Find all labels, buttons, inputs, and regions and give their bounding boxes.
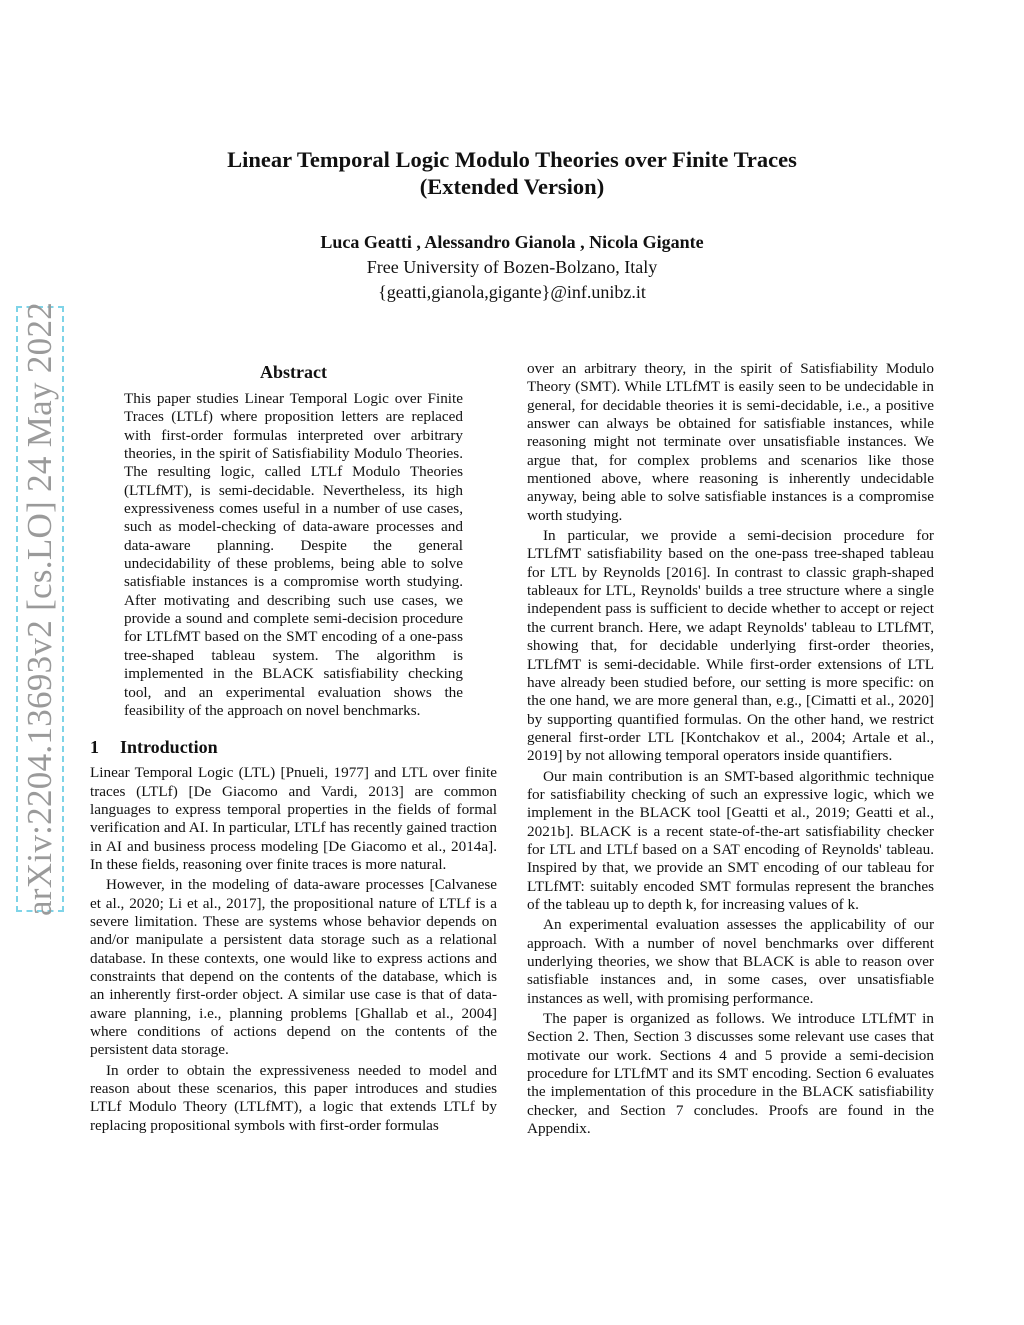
arxiv-sidebar (16, 301, 64, 917)
section-heading (90, 736, 497, 758)
author-names: Luca Geatti , Alessandro Gianola , Nicola Gigante (320, 232, 704, 252)
abstract-heading: Abstract (260, 362, 327, 382)
intro-paragraph-4: over an arbitrary theory, in the spirit of Satisfiability Modulo Theory (SMT). While LTLfMT is easily seen to be undecidable in general, for decidable theories it is semi-decidable, i.e., a positive answer can always be obtained for satisfiable instances, while reasoning might not terminate over unsatisfiable instances. We argue that, for complex problems and scenarios like those mentioned above, where reasoning is inherently undecidable anyway, being able to solve satisfiable instances is a compromise worth studying. (527, 360, 934, 524)
abstract-text: This paper studies Linear Temporal Logic over Finite Traces (LTLf) where proposition letters are replaced with first-order formulas interpreted over arbitrary theories, in the spirit of Satisfiability Modulo Theories. The resulting logic, called LTLf Modulo Theories (LTLfMT), is semi-decidable. Nevertheless, its high expressiveness comes useful in a number of use cases, such as model-checking of data-aware processes and data-aware planning. Despite the general undecidability of these problems, being able to solve satisfiable instances is a compromise worth studying. After motivating and describing such use cases, we provide a sound and complete semi-decision procedure for LTLfMT based on the SMT encoding of a one-pass tree-shaped tableau system. The algorithm is implemented in the BLACK satisfiability checking tool, and an experimental evaluation shows the feasibility of the approach on novel benchmarks. (124, 390, 463, 719)
section-number: 1 (90, 737, 99, 758)
title-line-2: (Extended Version) (419, 174, 605, 199)
left-column (90, 360, 497, 1135)
author-block (112, 230, 912, 305)
intro-paragraph-3: In order to obtain the expressiveness needed to model and reason about these scenarios, this paper introduces and studies LTLf Modulo Theory (LTLfMT), a logic that extends LTLf by replacing propositional symbols with first-order formulas (90, 1061, 497, 1134)
right-column (527, 360, 934, 1138)
intro-paragraph-8: The paper is organized as follows. We introduce LTLfMT in Section 2. Then, Section 3 discusses some relevant use cases that motivate our work. Sections 4 and 5 provide a semi-decision procedure for LTLfMT and its SMT encoding. Section 6 evaluates the implementation of this procedure in the BLACK satisfiability checker, and Section 7 concludes. Proofs are found in the Appendix. (527, 1010, 934, 1138)
author-email: {geatti,gianola,gigante}@inf.unibz.it (378, 282, 646, 302)
intro-paragraph-6: Our main contribution is an SMT-based algorithmic technique for satisfiability checking of such an expressive logic, which we implement in the BLACK tool [Geatti et al., 2019; Geatti et al., 2021b]. BLACK is a recent state-of-the-art satisfiability checker for LTL and LTLf based on a SAT encoding of Reynolds' tableau. Inspired by that, we provide an SMT encoding of our tableau for LTLfMT: suitably encoded SMT formulas represent the branches of the tableau up to depth k, for increasing values of k. (527, 767, 934, 913)
intro-paragraph-5: In particular, we provide a semi-decision procedure for LTLfMT satisfiability based on the one-pass tree-shaped tableau for LTL by Reynolds [2016]. In contrast to classic graph-shaped tableaux for LTL, Reynolds' builds a tree structure where a single independent pass is sufficient to decide whether to accept or reject the current branch. Here, we adapt Reynolds' tableau to LTLfMT, showing that, for decidable underlying first-order theories, LTLfMT is semi-decidable. While first-order extensions of LTL have already been studied before, our setting is more specific: on the one hand, we are more general than, e.g., [Cimatti et al., 2020] by supporting quantified formulas. On the other hand, we restrict general first-order LTL [Kontchakov et al., 2004; Artale et al., 2019] by not allowing temporal operators inside quantifiers. (527, 527, 934, 765)
intro-paragraph-7: An experimental evaluation assesses the applicability of our approach. With a number of novel benchmarks over different underlying theories, we show that BLACK is able to reason over satisfiable instances and, in some cases, over unsatisfiable instances as well, with promising performance. (527, 916, 934, 1007)
intro-paragraph-1: Linear Temporal Logic (LTL) [Pnueli, 1977] and LTL over finite traces (LTLf) [De Giacomo and Vardi, 2013] are common languages to express temporal properties in the fields of formal verification and AI. In particular, LTLf has recently gained traction in AI and business process modeling [De Giacomo et al., 2014a]. In these fields, reasoning over finite traces is more natural. (90, 764, 497, 873)
arxiv-identifier: arXiv:2204.13693v2 [cs.LO] 24 May 2022 (20, 301, 59, 917)
intro-paragraph-2: However, in the modeling of data-aware processes [Calvanese et al., 2020; Li et al., 2017], the propositional nature of LTLf is a severe limitation. These are systems whose behavior depends on and/or manipulate a persistent data storage such as a relational database. In these contexts, one would like to express actions and constraints that depend on the contents of the database, which is an inherently first-order object. A similar use case is that of data-aware planning, i.e., planning problems [Ghallab et al., 2004] where conditions of actions depend on the contents of the persistent data storage. (90, 876, 497, 1059)
abstract (90, 360, 497, 720)
paper-title (112, 146, 912, 200)
author-affiliation: Free University of Bozen-Bolzano, Italy (366, 257, 658, 277)
section-title: Introduction (120, 737, 218, 758)
title-line-1: Linear Temporal Logic Modulo Theories over Finite Traces (227, 147, 797, 172)
